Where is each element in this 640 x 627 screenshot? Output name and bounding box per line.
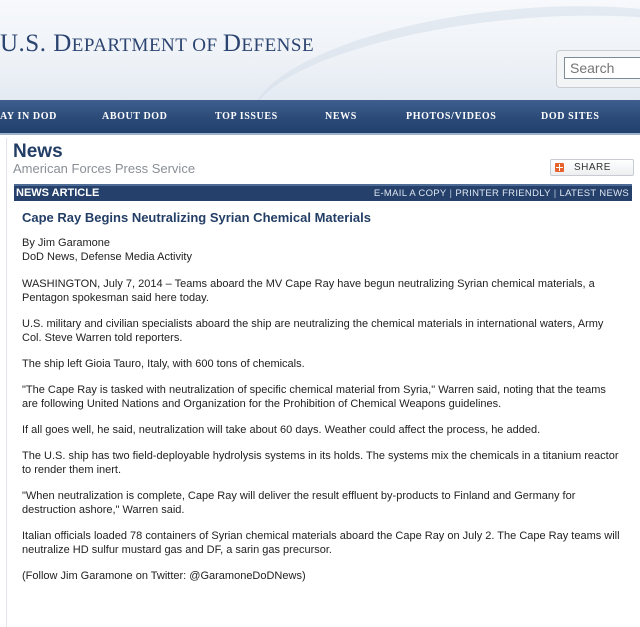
article-paragraph: (Follow Jim Garamone on Twitter: @GaramoneDoDNews): [22, 570, 306, 582]
separator: |: [553, 188, 557, 199]
nav-item-photos-videos[interactable]: PHOTOS/VIDEOS: [406, 111, 497, 122]
nav-item-top-issues[interactable]: TOP ISSUES: [215, 111, 278, 122]
share-label: SHARE: [574, 162, 611, 173]
printer-friendly-link[interactable]: PRINTER FRIENDLY: [455, 188, 551, 199]
site-title-part: D: [222, 30, 242, 57]
site-title-part: EPARTMENT OF: [71, 35, 223, 56]
article-paragraph: "When neutralization is complete, Cape Ray will deliver the result effluent by-products to Finland and Germany for destruction ashore," Warren said.: [22, 490, 576, 516]
byline-organization: DoD News, Defense Media Activity: [22, 251, 192, 263]
article-paragraph: Italian officials loaded 78 containers of Syrian chemical materials aboard the Cape Ray on July 2. The Cape Ray teams will neutralize HD sulfur mustard gas and DF, a sarin gas precursor.: [22, 530, 620, 556]
nav-item-today-in-dod[interactable]: AY IN DOD: [0, 111, 57, 122]
article-body: [22, 277, 622, 595]
search-box: [556, 50, 640, 88]
nav-item-dod-sites[interactable]: DOD SITES: [541, 111, 600, 122]
email-a-copy-link[interactable]: E-MAIL A COPY: [373, 188, 447, 199]
section-subtitle: American Forces Press Service: [13, 161, 196, 176]
separator: |: [449, 188, 453, 199]
article-tools: [374, 188, 629, 199]
article-byline: [22, 236, 192, 264]
section-title: News: [13, 141, 63, 162]
content-divider: [6, 138, 7, 627]
article-toolbar: [14, 184, 632, 201]
article-headline: Cape Ray Begins Neutralizing Syrian Chemical Materials: [22, 210, 371, 225]
site-header: [0, 0, 640, 100]
site-title-part: EFENSE: [241, 35, 315, 56]
share-button[interactable]: [550, 159, 634, 176]
site-title-part: U.S. D: [0, 30, 72, 57]
article-paragraph: "The Cape Ray is tasked with neutralization of specific chemical material from Syria," Warren said, noting that the teams are following United Nations and Organization for the Prohibition of Chemical Weapons guidelines.: [22, 384, 606, 410]
site-title[interactable]: [0, 30, 314, 58]
byline-author: By Jim Garamone: [22, 237, 111, 249]
article-paragraph: The ship left Gioia Tauro, Italy, with 600 tons of chemicals.: [22, 358, 305, 370]
plus-share-icon: [555, 163, 564, 172]
main-nav: [0, 100, 640, 135]
search-input[interactable]: [564, 57, 640, 79]
article-paragraph: If all goes well, he said, neutralization will take about 60 days. Weather could affect the process, he added.: [22, 424, 541, 436]
latest-news-link[interactable]: LATEST NEWS: [559, 188, 629, 199]
article-paragraph: WASHINGTON, July 7, 2014 – Teams aboard the MV Cape Ray have begun neutralizing Syrian chemical materials, a Pentagon spokesman said here today.: [22, 278, 595, 304]
nav-item-news[interactable]: NEWS: [325, 111, 357, 122]
article-type-label: NEWS ARTICLE: [16, 187, 100, 199]
article-paragraph: The U.S. ship has two field-deployable hydrolysis systems in its holds. The systems mix the chemicals in a titanium reactor to render them inert.: [22, 450, 619, 476]
nav-item-about-dod[interactable]: ABOUT DOD: [102, 111, 168, 122]
article-paragraph: U.S. military and civilian specialists aboard the ship are neutralizing the chemical materials in international waters, Army Col. Steve Warren told reporters.: [22, 318, 604, 344]
